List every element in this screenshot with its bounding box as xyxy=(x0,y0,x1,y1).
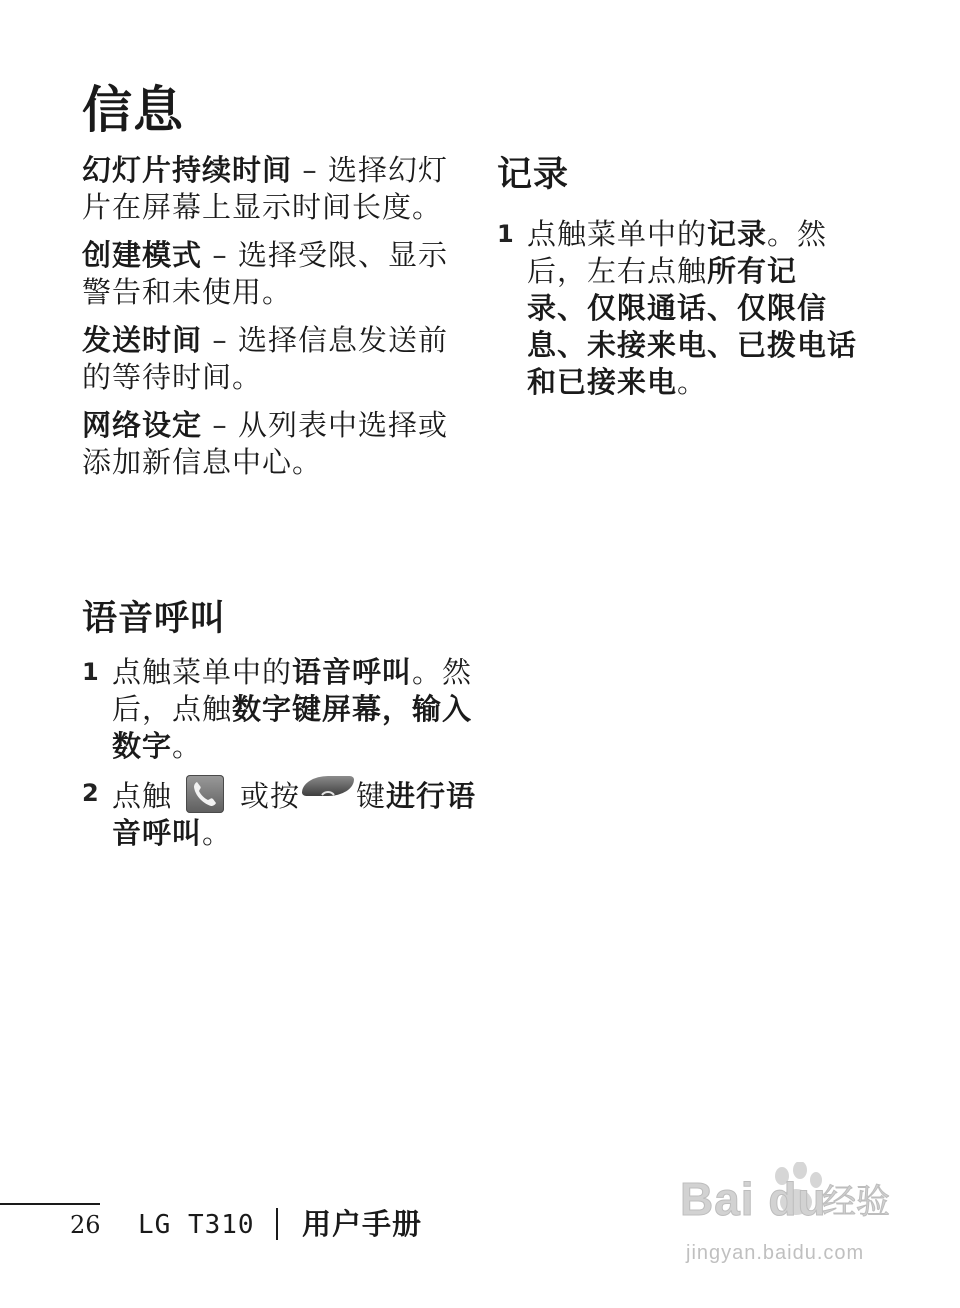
step-text xyxy=(112,775,482,852)
step-text-part: 。然后，左右点触 xyxy=(527,217,828,288)
baidu-watermark xyxy=(672,1162,912,1282)
step-number: 2 xyxy=(82,779,100,807)
voice-call-step-2 xyxy=(82,775,482,852)
option-text: 选择幻灯片在屏幕上显示时间长度。 xyxy=(82,153,448,224)
step-text-part: 键 xyxy=(356,779,387,813)
step-number: 1 xyxy=(497,220,515,248)
option-dash: – xyxy=(292,153,328,187)
step-number: 1 xyxy=(82,658,100,686)
step-text-part: 。 xyxy=(202,816,233,850)
step-text-part: 点触菜单中的 xyxy=(527,217,708,251)
footer-manual-title: 用户手册 xyxy=(302,1207,423,1241)
option-text: 选择受限、显示警告和未使用。 xyxy=(82,238,448,309)
voice-call-heading: 语音呼叫 xyxy=(82,599,227,639)
watermark-url: jingyan.baidu.com xyxy=(686,1242,865,1264)
option-text: 选择信息发送前的等待时间。 xyxy=(82,323,448,394)
voice-call-section xyxy=(82,596,482,862)
page-title: 信息 xyxy=(82,81,184,139)
option-network-settings xyxy=(82,407,462,481)
page-number: 26 xyxy=(70,1211,101,1239)
option-dash: – xyxy=(202,408,238,442)
step-text-part: 或按 xyxy=(240,779,301,813)
step-text-part: 点触 xyxy=(112,779,173,813)
records-steps xyxy=(497,216,857,401)
option-term: 幻灯片持续时间 xyxy=(82,153,293,187)
footer-divider xyxy=(276,1208,278,1240)
option-term: 网络设定 xyxy=(82,408,203,442)
records-step-1 xyxy=(497,216,857,401)
voice-call-steps xyxy=(82,654,482,852)
step-text-part: 进行语音呼叫 xyxy=(112,779,477,850)
watermark-brand: Bai du xyxy=(680,1173,827,1225)
option-text: 从列表中选择或添加新信息中心。 xyxy=(82,408,448,479)
option-slide-duration xyxy=(82,152,462,226)
message-settings-list xyxy=(82,152,462,492)
option-term: 创建模式 xyxy=(82,238,203,272)
records-section xyxy=(497,152,857,411)
footer-rule xyxy=(0,1203,100,1205)
option-dash: – xyxy=(202,238,238,272)
step-text-part: 语音呼叫 xyxy=(292,655,413,689)
option-dash: – xyxy=(202,323,238,357)
step-text-part: 。然后，点触 xyxy=(112,655,473,726)
option-term: 发送时间 xyxy=(82,323,203,357)
phone-icon xyxy=(186,775,224,813)
step-text xyxy=(112,654,482,765)
send-key-icon xyxy=(302,776,354,796)
step-text-part: 。 xyxy=(677,365,708,399)
step-text-part: 数字键屏幕，输入数字 xyxy=(112,692,473,763)
watermark-brand-cn: 经验 xyxy=(822,1182,890,1222)
step-text xyxy=(527,216,857,401)
step-text-part: 。 xyxy=(172,729,203,763)
records-heading: 记录 xyxy=(497,155,570,195)
footer-model: LG T310 xyxy=(138,1210,255,1240)
option-create-mode xyxy=(82,237,462,311)
step-text-part: 记录 xyxy=(707,217,768,251)
step-text-part: 所有记录、仅限通话、仅限信息、未接来电、已拨电话和已接来电 xyxy=(527,254,858,399)
voice-call-step-1 xyxy=(82,654,482,765)
option-send-time xyxy=(82,322,462,396)
step-text-part: 点触菜单中的 xyxy=(112,655,293,689)
